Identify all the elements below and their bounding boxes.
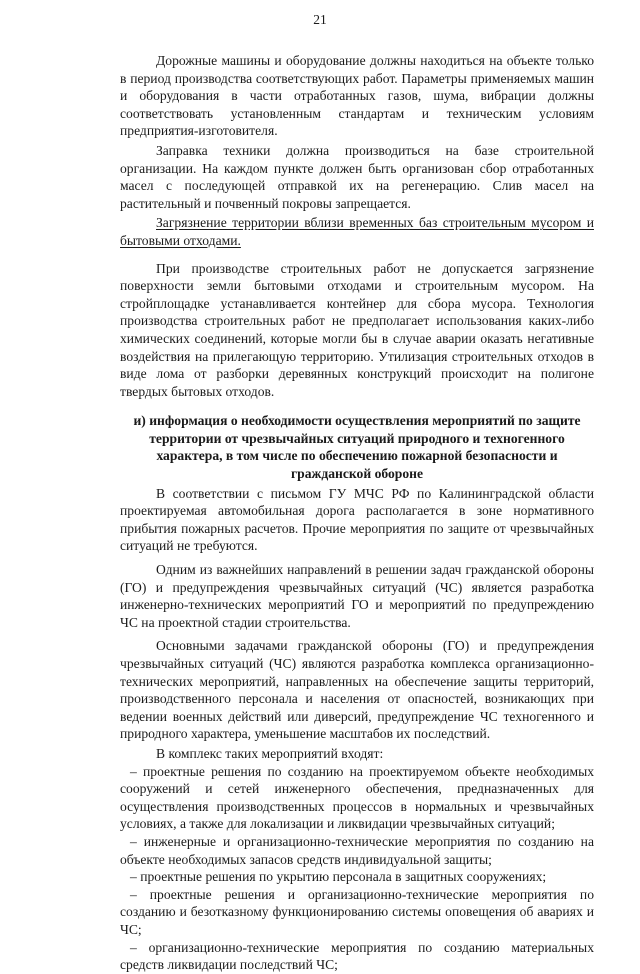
- underlined-subheading-text: Загрязнение территории вблизи временных баз строительным мусором и бытовыми отходами.: [120, 215, 594, 248]
- paragraph-refueling: Заправка техники должна производиться на базе строительной организации. На каждом пункте должен быть организован сбор отработанных масел с последующей отправкой их на регенерацию. Слив масел на растительный и почвенный покровы запрещается.: [120, 142, 594, 211]
- list-item: – проектные решения по укрытию персонала в защитных сооружениях;: [130, 869, 547, 885]
- document-body: [120, 52, 594, 974]
- paragraph-measures-intro: В комплекс таких мероприятий входят:: [156, 745, 384, 761]
- paragraph-road-machines: Дорожные машины и оборудование должны находиться на объекте только в период производства соответствующих работ. Параметры применяемых машин и оборудования в части отработанных газов, шума, вибрации должны соответствовать установленным стандартам и техническим условиям предприятия-изготовителя.: [120, 53, 594, 139]
- list-item: – проектные решения и организационно-технические мероприятия по созданию и безотказному функционированию системы оповещения об авариях и ЧС;: [120, 886, 594, 937]
- subheading-waste-pollution: [120, 214, 594, 249]
- paragraph-civil-defense-tasks: Основными задачами гражданской обороны (ГО) и предупреждения чрезвычайных ситуаций (ЧС) являются разработка комплекса организационно-технических мероприятий, направленных на обеспечение защиты территорий, производственного персонала и населения от опасностей, возникающих при ведении военных действий или диверсий, предупреждение ЧС техногенного и природного характера, уменьшение масштабов их последствий.: [120, 638, 594, 742]
- list-item: – инженерные и организационно-технические мероприятия по созданию на объекте необходимых запасов средств индивидуальной защиты;: [120, 833, 594, 867]
- paragraph-civil-defense-directions: Одним из важнейших направлений в решении задач гражданской обороны (ГО) и предупреждения чрезвычайных ситуаций (ЧС) является разработка инженерно-технических мероприятий ГО и мероприятий по предупреждению ЧС на проектной стадии строительства.: [120, 562, 594, 630]
- paragraph-mchs-letter: В соответствии с письмом ГУ МЧС РФ по Калининградской области проектируемая автомобильная дорога располагается в зоне нормативного прибытия пожарных расчетов. Прочие мероприятия по защите от чрезвычайных ситуаций не требуются.: [120, 485, 594, 554]
- list-item: – организационно-технические мероприятия по созданию материальных средств ликвидации последствий ЧС;: [120, 939, 594, 973]
- page-number: 21: [313, 12, 327, 27]
- list-item: – проектные решения по созданию на проектируемом объекте необходимых сооружений и сетей инженерного обеспечения, предназначенных для осуществления производственных процессов в нормальных и чрезвычайных условиях, а также для локализации и ликвидации чрезвычайных ситуаций;: [120, 763, 594, 832]
- section-heading-emergency-protection: и) информация о необходимости осуществления мероприятий по защите территории от чрезвычайных ситуаций природного и техногенного характера, в том числе по обеспечению пожарной безопасности и гражданской обороне: [133, 413, 581, 482]
- paragraph-construction-waste: При производстве строительных работ не допускается загрязнение поверхности земли бытовыми отходами и строительным мусором. На стройплощадке устанавливается контейнер для сбора мусора. Технология производства строительных работ не предполагает использования каких-либо химических соединений, которые могли бы в случае аварии оказать негативные воздействия на прилегающую территорию. Утилизация строительных отходов в виде лома от разборки деревянных конструкций происходит на полигоне твердых бытовых отходов.: [120, 260, 594, 399]
